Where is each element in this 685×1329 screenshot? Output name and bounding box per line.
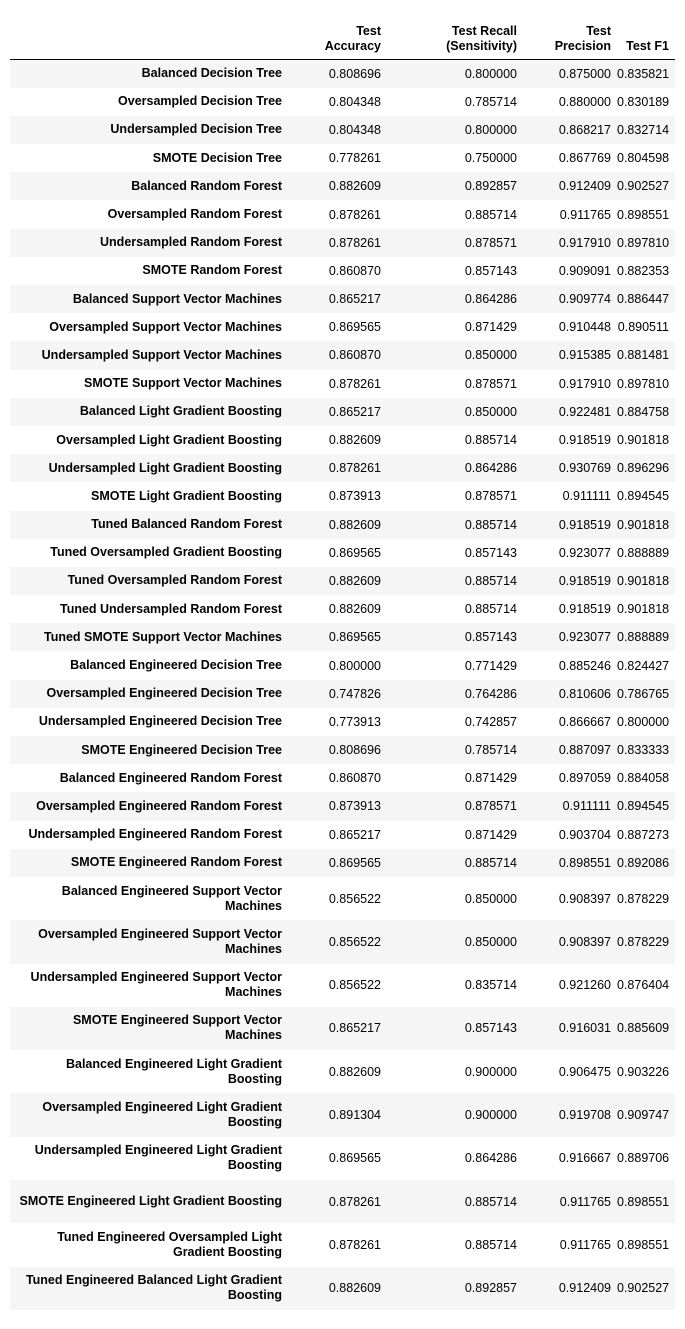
accuracy-cell: 0.873913 [328,489,381,504]
table-row [10,1137,675,1180]
recall-cell: 0.871429 [464,771,517,786]
f1-cell: 0.885609 [617,1021,670,1036]
table-row [10,454,675,482]
table-row [10,229,675,257]
table-row [10,736,675,764]
precision-cell: 0.911111 [562,799,611,814]
precision-cell: 0.916667 [558,1151,611,1166]
row-label-model: SMOTE Decision Tree [152,150,282,165]
f1-cell: 0.902527 [617,1281,670,1296]
f1-cell: 0.876404 [617,978,670,993]
recall-cell: 0.878571 [464,376,517,391]
accuracy-cell: 0.804348 [328,94,381,109]
column-header-recall [387,14,523,60]
precision-cell: 0.916031 [558,1021,611,1036]
table-row [10,1180,675,1223]
row-label-model: Balanced Engineered Decision Tree [70,658,282,673]
accuracy-cell: 0.860870 [328,348,381,363]
column-header-precision [523,14,617,60]
accuracy-cell: 0.882609 [328,433,381,448]
recall-cell: 0.885714 [464,517,517,532]
accuracy-cell: 0.856522 [328,934,381,949]
row-label-model: Oversampled Engineered Support Vector Machines [38,926,282,956]
precision-cell: 0.867769 [558,151,611,166]
recall-cell: 0.900000 [464,1108,517,1123]
row-label-model: Tuned Oversampled Gradient Boosting [50,545,282,560]
row-label-model: Oversampled Decision Tree [118,94,282,109]
accuracy-cell: 0.869565 [328,320,381,335]
table-row [10,764,675,792]
recall-cell: 0.764286 [464,686,517,701]
recall-cell: 0.771429 [464,658,517,673]
f1-cell: 0.786765 [617,686,670,701]
precision-cell: 0.911765 [559,1237,611,1252]
table-row [10,172,675,200]
f1-cell: 0.878229 [617,891,670,906]
row-label-model: Oversampled Random Forest [107,207,282,222]
precision-cell: 0.917910 [558,376,611,391]
precision-cell: 0.912409 [558,179,611,194]
recall-cell: 0.864286 [464,1151,517,1166]
table-row [10,623,675,651]
recall-cell: 0.857143 [464,1021,517,1036]
precision-cell: 0.866667 [558,714,611,729]
row-label-model: SMOTE Engineered Light Gradient Boosting [19,1194,282,1209]
table-row [10,1267,675,1310]
row-label-model: Balanced Engineered Random Forest [59,770,282,785]
table-row [10,1093,675,1136]
header-row [10,14,675,60]
precision-cell: 0.911111 [562,489,611,504]
accuracy-cell: 0.882609 [328,1064,381,1079]
table-row [10,313,675,341]
row-label-model: Balanced Support Vector Machines [72,291,282,306]
row-label-model: Balanced Decision Tree [141,66,282,81]
row-label-model: Balanced Random Forest [131,178,282,193]
recall-cell: 0.885714 [464,855,517,870]
row-label-model: Tuned Engineered Balanced Light Gradient Boosting [25,1273,282,1303]
recall-cell: 0.785714 [464,94,517,109]
row-label-model: Tuned Undersampled Random Forest [59,601,282,616]
f1-cell: 0.887273 [617,827,670,842]
recall-cell: 0.850000 [464,934,517,949]
recall-cell: 0.742857 [464,714,517,729]
table-row [10,257,675,285]
accuracy-cell: 0.856522 [328,978,381,993]
f1-cell: 0.892086 [617,855,670,870]
precision-cell: 0.922481 [558,404,611,419]
table-row [10,1223,675,1266]
precision-cell: 0.911765 [559,1194,611,1209]
recall-cell: 0.878571 [464,235,517,250]
table-row [10,964,675,1007]
table-row [10,482,675,510]
f1-cell: 0.832714 [617,122,670,137]
recall-cell: 0.750000 [464,151,517,166]
header-accuracy-label: Test Accuracy [324,24,381,53]
f1-cell: 0.898551 [617,1237,670,1252]
table-row [10,426,675,454]
table-row [10,680,675,708]
table-row [10,370,675,398]
precision-cell: 0.868217 [558,122,611,137]
accuracy-cell: 0.860870 [328,771,381,786]
accuracy-cell: 0.891304 [328,1108,381,1123]
f1-cell: 0.886447 [617,292,670,307]
results-dataframe [10,14,675,1310]
row-label-model: Balanced Engineered Support Vector Machines [61,883,282,913]
precision-cell: 0.912409 [558,1281,611,1296]
accuracy-cell: 0.882609 [328,179,381,194]
precision-cell: 0.930769 [558,461,611,476]
precision-cell: 0.911765 [559,207,611,222]
table-row [10,877,675,920]
row-label-model: Undersampled Engineered Random Forest [28,827,282,842]
table-row [10,920,675,963]
row-label-model: SMOTE Support Vector Machines [84,376,282,391]
row-label-model: SMOTE Random Forest [142,263,282,278]
precision-cell: 0.910448 [558,320,611,335]
row-label-model: Tuned Oversampled Random Forest [67,573,282,588]
precision-cell: 0.923077 [558,545,611,560]
row-label-model: Tuned SMOTE Support Vector Machines [44,629,282,644]
recall-cell: 0.864286 [464,461,517,476]
recall-cell: 0.900000 [464,1064,517,1079]
f1-cell: 0.830189 [617,94,670,109]
accuracy-cell: 0.865217 [328,404,381,419]
recall-cell: 0.850000 [464,404,517,419]
table-row [10,60,675,88]
precision-cell: 0.923077 [558,630,611,645]
row-label-model: Tuned Balanced Random Forest [91,517,282,532]
row-label-model: Undersampled Random Forest [100,235,282,250]
accuracy-cell: 0.869565 [328,1151,381,1166]
f1-cell: 0.898551 [617,1194,670,1209]
table-row [10,144,675,172]
f1-cell: 0.898551 [617,207,670,222]
f1-cell: 0.901818 [617,517,670,532]
f1-cell: 0.897810 [617,235,670,250]
f1-cell: 0.889706 [617,1151,670,1166]
accuracy-cell: 0.873913 [328,799,381,814]
accuracy-cell: 0.869565 [328,855,381,870]
precision-cell: 0.909774 [558,292,611,307]
recall-cell: 0.871429 [464,320,517,335]
row-label-model: SMOTE Light Gradient Boosting [91,488,282,503]
row-label-model: SMOTE Engineered Support Vector Machines [72,1013,282,1043]
recall-cell: 0.878571 [464,799,517,814]
accuracy-cell: 0.747826 [328,686,381,701]
table-row [10,539,675,567]
recall-cell: 0.800000 [464,122,517,137]
table-row [10,821,675,849]
accuracy-cell: 0.878261 [328,1237,381,1252]
accuracy-cell: 0.865217 [328,1021,381,1036]
table-row [10,792,675,820]
header-f1-label: Test F1 [626,39,669,53]
f1-cell: 0.884758 [617,404,670,419]
recall-cell: 0.885714 [464,433,517,448]
precision-cell: 0.921260 [558,978,611,993]
row-label-model: Tuned Engineered Oversampled Light Gradient Boosting [57,1229,282,1259]
accuracy-cell: 0.869565 [328,545,381,560]
accuracy-cell: 0.882609 [328,602,381,617]
f1-cell: 0.881481 [617,348,670,363]
precision-cell: 0.908397 [558,934,611,949]
precision-cell: 0.887097 [558,743,611,758]
header-precision-label: Test Precision [554,24,611,53]
precision-cell: 0.880000 [558,94,611,109]
f1-cell: 0.897810 [617,376,670,391]
f1-cell: 0.894545 [617,799,670,814]
column-header-accuracy [288,14,387,60]
f1-cell: 0.878229 [617,934,670,949]
f1-cell: 0.833333 [617,743,670,758]
row-label-model: Oversampled Engineered Decision Tree [46,686,282,701]
f1-cell: 0.890511 [617,320,669,335]
recall-cell: 0.857143 [464,263,517,278]
recall-cell: 0.885714 [464,573,517,588]
precision-cell: 0.885246 [558,658,611,673]
table-row [10,116,675,144]
row-label-model: Undersampled Engineered Light Gradient Boosting [34,1143,282,1173]
f1-cell: 0.902527 [617,179,670,194]
f1-cell: 0.884058 [617,771,670,786]
recall-cell: 0.892857 [464,179,517,194]
recall-cell: 0.857143 [464,545,517,560]
table-header [10,14,675,60]
recall-cell: 0.850000 [464,348,517,363]
row-label-model: Oversampled Support Vector Machines [49,319,282,334]
accuracy-cell: 0.882609 [328,1281,381,1296]
recall-cell: 0.878571 [464,489,517,504]
table-row [10,88,675,116]
precision-cell: 0.810606 [558,686,611,701]
accuracy-cell: 0.773913 [328,714,381,729]
recall-cell: 0.785714 [464,743,517,758]
f1-cell: 0.835821 [617,66,670,81]
table-row [10,567,675,595]
table-row [10,1050,675,1093]
accuracy-cell: 0.860870 [328,263,381,278]
precision-cell: 0.918519 [558,433,611,448]
precision-cell: 0.909091 [558,263,611,278]
table-row [10,200,675,228]
f1-cell: 0.824427 [617,658,670,673]
accuracy-cell: 0.778261 [328,151,381,166]
recall-cell: 0.885714 [464,207,517,222]
precision-cell: 0.908397 [558,891,611,906]
table-row [10,1007,675,1050]
row-label-model: Undersampled Support Vector Machines [41,347,282,362]
f1-cell: 0.888889 [617,630,670,645]
recall-cell: 0.800000 [464,66,517,81]
row-label-model: Undersampled Decision Tree [110,122,282,137]
recall-cell: 0.885714 [464,602,517,617]
f1-cell: 0.903226 [617,1064,670,1079]
accuracy-cell: 0.856522 [328,891,381,906]
precision-cell: 0.918519 [558,517,611,532]
row-label-model: Oversampled Light Gradient Boosting [56,432,282,447]
f1-cell: 0.901818 [617,602,670,617]
precision-cell: 0.897059 [558,771,611,786]
table-row [10,651,675,679]
header-recall-label: Test Recall (Sensitivity) [446,24,517,53]
f1-cell: 0.901818 [617,433,670,448]
recall-cell: 0.835714 [464,978,517,993]
recall-cell: 0.857143 [464,630,517,645]
precision-cell: 0.919708 [558,1108,611,1123]
precision-cell: 0.906475 [558,1064,611,1079]
column-header-f1 [617,14,675,60]
row-label-model: Undersampled Engineered Decision Tree [38,714,282,729]
row-label-model: Oversampled Engineered Random Forest [36,798,282,813]
f1-cell: 0.896296 [617,461,670,476]
recall-cell: 0.892857 [464,1281,517,1296]
table-row [10,595,675,623]
row-label-model: Balanced Engineered Light Gradient Boosting [65,1056,282,1086]
accuracy-cell: 0.869565 [328,630,381,645]
row-label-model: SMOTE Engineered Decision Tree [81,742,282,757]
row-label-model: Undersampled Light Gradient Boosting [48,460,282,475]
precision-cell: 0.898551 [558,855,611,870]
table-row [10,341,675,369]
recall-cell: 0.871429 [464,827,517,842]
table-body [10,60,675,1310]
table-row [10,511,675,539]
table-row [10,708,675,736]
accuracy-cell: 0.800000 [328,658,381,673]
accuracy-cell: 0.878261 [328,207,381,222]
accuracy-cell: 0.878261 [328,235,381,250]
table-row [10,398,675,426]
accuracy-cell: 0.878261 [328,1194,381,1209]
row-label-model: SMOTE Engineered Random Forest [70,855,282,870]
f1-cell: 0.804598 [617,151,670,166]
row-label-model: Balanced Light Gradient Boosting [79,404,282,419]
table-row [10,285,675,313]
row-label-model: Oversampled Engineered Light Gradient Boosting [42,1100,282,1130]
accuracy-cell: 0.865217 [328,292,381,307]
f1-cell: 0.888889 [617,545,670,560]
accuracy-cell: 0.808696 [328,743,381,758]
recall-cell: 0.885714 [464,1237,517,1252]
table-row [10,849,675,877]
accuracy-cell: 0.878261 [328,461,381,476]
precision-cell: 0.903704 [558,827,611,842]
precision-cell: 0.917910 [558,235,611,250]
recall-cell: 0.885714 [464,1194,517,1209]
recall-cell: 0.864286 [464,292,517,307]
accuracy-cell: 0.808696 [328,66,381,81]
f1-cell: 0.800000 [617,714,670,729]
accuracy-cell: 0.804348 [328,122,381,137]
accuracy-cell: 0.882609 [328,573,381,588]
precision-cell: 0.918519 [558,573,611,588]
recall-cell: 0.850000 [464,891,517,906]
accuracy-cell: 0.878261 [328,376,381,391]
f1-cell: 0.894545 [617,489,670,504]
f1-cell: 0.901818 [617,573,670,588]
precision-cell: 0.918519 [558,602,611,617]
index-header [10,14,288,60]
precision-cell: 0.875000 [558,66,611,81]
accuracy-cell: 0.882609 [328,517,381,532]
f1-cell: 0.882353 [617,263,670,278]
precision-cell: 0.915385 [558,348,611,363]
f1-cell: 0.909747 [617,1108,670,1123]
row-label-model: Undersampled Engineered Support Vector Machines [30,970,282,1000]
accuracy-cell: 0.865217 [328,827,381,842]
